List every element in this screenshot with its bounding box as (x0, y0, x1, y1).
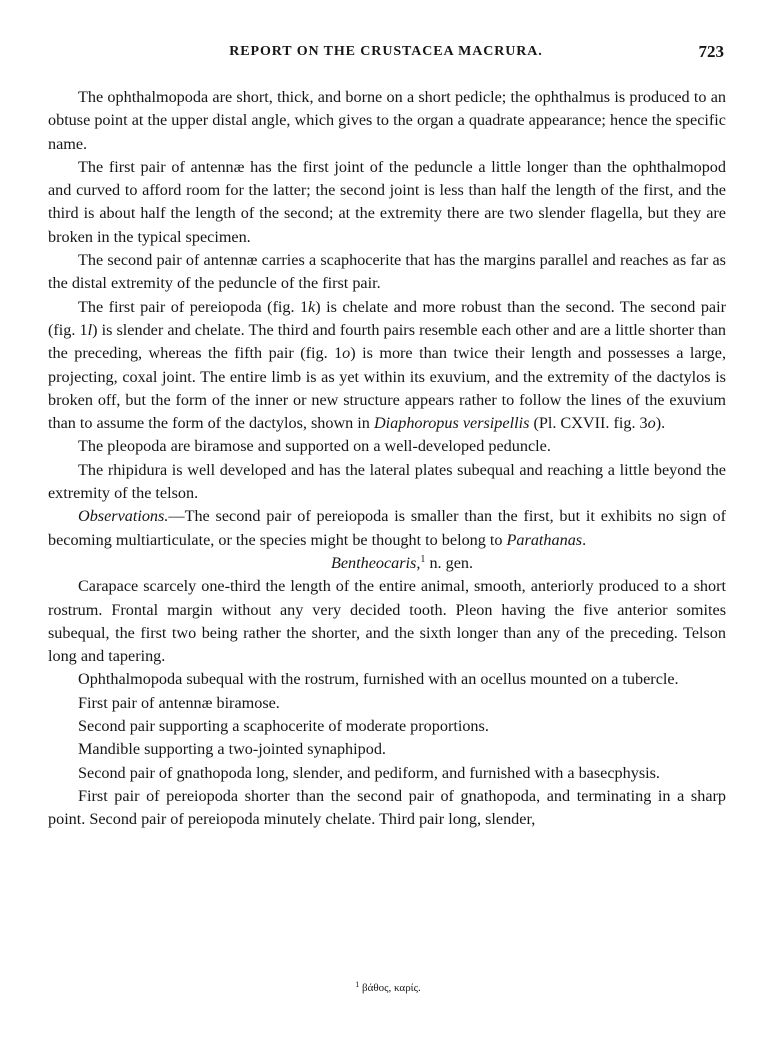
paragraph-mandible: Mandible supporting a two-jointed synaphipod. (78, 740, 386, 759)
genus-suffix: n. gen. (425, 553, 474, 572)
paragraph-pereiopoda-genus: First pair of pereiopoda shorter than the second pair of gnathopoda, and terminating in a sharp point. Second pair of pereiopoda minutely chelate. Third pair long, slender, (48, 786, 726, 829)
running-title: REPORT ON THE CRUSTACEA MACRURA. (229, 44, 543, 59)
paragraph-rhipidura: The rhipidura is well developed and has the lateral plates subequal and reaching a little beyond the extremity of the telson. (48, 460, 726, 503)
running-head (48, 44, 724, 66)
observations-text: —The second pair of pereiopoda is smaller than the first, but it exhibits no sign of becoming multiarticulate, or the species might be thought to belong to (48, 507, 726, 549)
observations-label: Observations. (78, 507, 169, 526)
paragraph-second-antennae: The second pair of antennæ carries a scaphocerite that has the margins parallel and reaches as far as the distal extremity of the peduncle of the first pair. (48, 251, 726, 293)
paragraph-gnathopoda: Second pair of gnathopoda long, slender, and pediform, and furnished with a basecphysis. (78, 763, 660, 782)
footnote-mark: 1 (355, 980, 360, 989)
figure-ref-o: o (342, 344, 351, 363)
genus-reference: Parathanas (506, 530, 583, 549)
genus-name: Bentheocaris, (330, 553, 421, 572)
figure-ref-o2: o (647, 414, 656, 433)
pereiopoda-text-f: ). (655, 414, 666, 433)
paragraph-first-antennae: The first pair of antennæ has the first joint of the peduncle a little longer than the ophthalmopod and curved to afford room for the latter; the second joint is less than half the length of the first, and the third is about half the length of the second; at the extremity there are two slender flagella, but they are broken in the typical specimen. (48, 157, 726, 246)
paragraph-second-pair-genus: Second pair supporting a scaphocerite of moderate proportions. (78, 717, 489, 736)
paragraph-ophthalmopoda-genus: Ophthalmopoda subequal with the rostrum, furnished with an ocellus mounted on a tubercle. (78, 670, 679, 689)
figure-ref-l: l (87, 320, 93, 339)
page-number: 723 (698, 42, 724, 61)
paragraph-observations (48, 505, 726, 552)
body-text (48, 86, 726, 832)
paragraph-pleopoda: The pleopoda are biramose and supported on a well-developed peduncle. (78, 437, 551, 456)
pereiopoda-text-e: (Pl. CXVII. fig. 3 (529, 414, 648, 433)
footnote (0, 980, 776, 994)
footnote-text: βάθος, καρίς. (359, 982, 421, 994)
paragraph-first-antennae-genus: First pair of antennæ biramose. (78, 693, 280, 712)
pereiopoda-text-a: The first pair of pereiopoda (fig. 1 (78, 297, 309, 316)
species-name: Diaphoropus versipellis (373, 414, 530, 433)
pereiopoda-text-b: ) is chelate and more robust than the second. The second pair (fig. 1 (48, 297, 726, 339)
genus-heading (48, 552, 726, 575)
footnote-marker: 1 (420, 553, 426, 565)
paragraph-pereiopoda (48, 296, 726, 436)
paragraph-carapace: Carapace scarcely one-third the length of the entire animal, smooth, anteriorly produced to a short rostrum. Frontal margin without any very decided tooth. Pleon having the five anterior somites subequal, the first two being rather the shorter, and the sixth longer than any of the preceding. Telson long and tapering. (48, 577, 726, 666)
observations-end: . (582, 530, 587, 549)
pereiopoda-text-d: ) is more than twice their length and possesses a large, projecting, coxal joint. The entire limb is as yet within its exuvium, and the extremity of the dactylos is broken off, but the form of the inner or new structure appears rather to follow the lines of the exuvium than to assume the form of the dactylos, shown in (48, 344, 727, 433)
figure-ref-k: k (308, 297, 316, 316)
pereiopoda-text-c: ) is slender and chelate. The third and fourth pairs resemble each other and are a little shorter than the preceding, whereas the fifth pair (fig. 1 (48, 320, 726, 363)
paragraph-ophthalmopoda: The ophthalmopoda are short, thick, and borne on a short pedicle; the ophthalmus is produced to an obtuse point at the upper distal angle, which gives to the organ a quadrate appearance; hence the specific name. (48, 88, 726, 153)
